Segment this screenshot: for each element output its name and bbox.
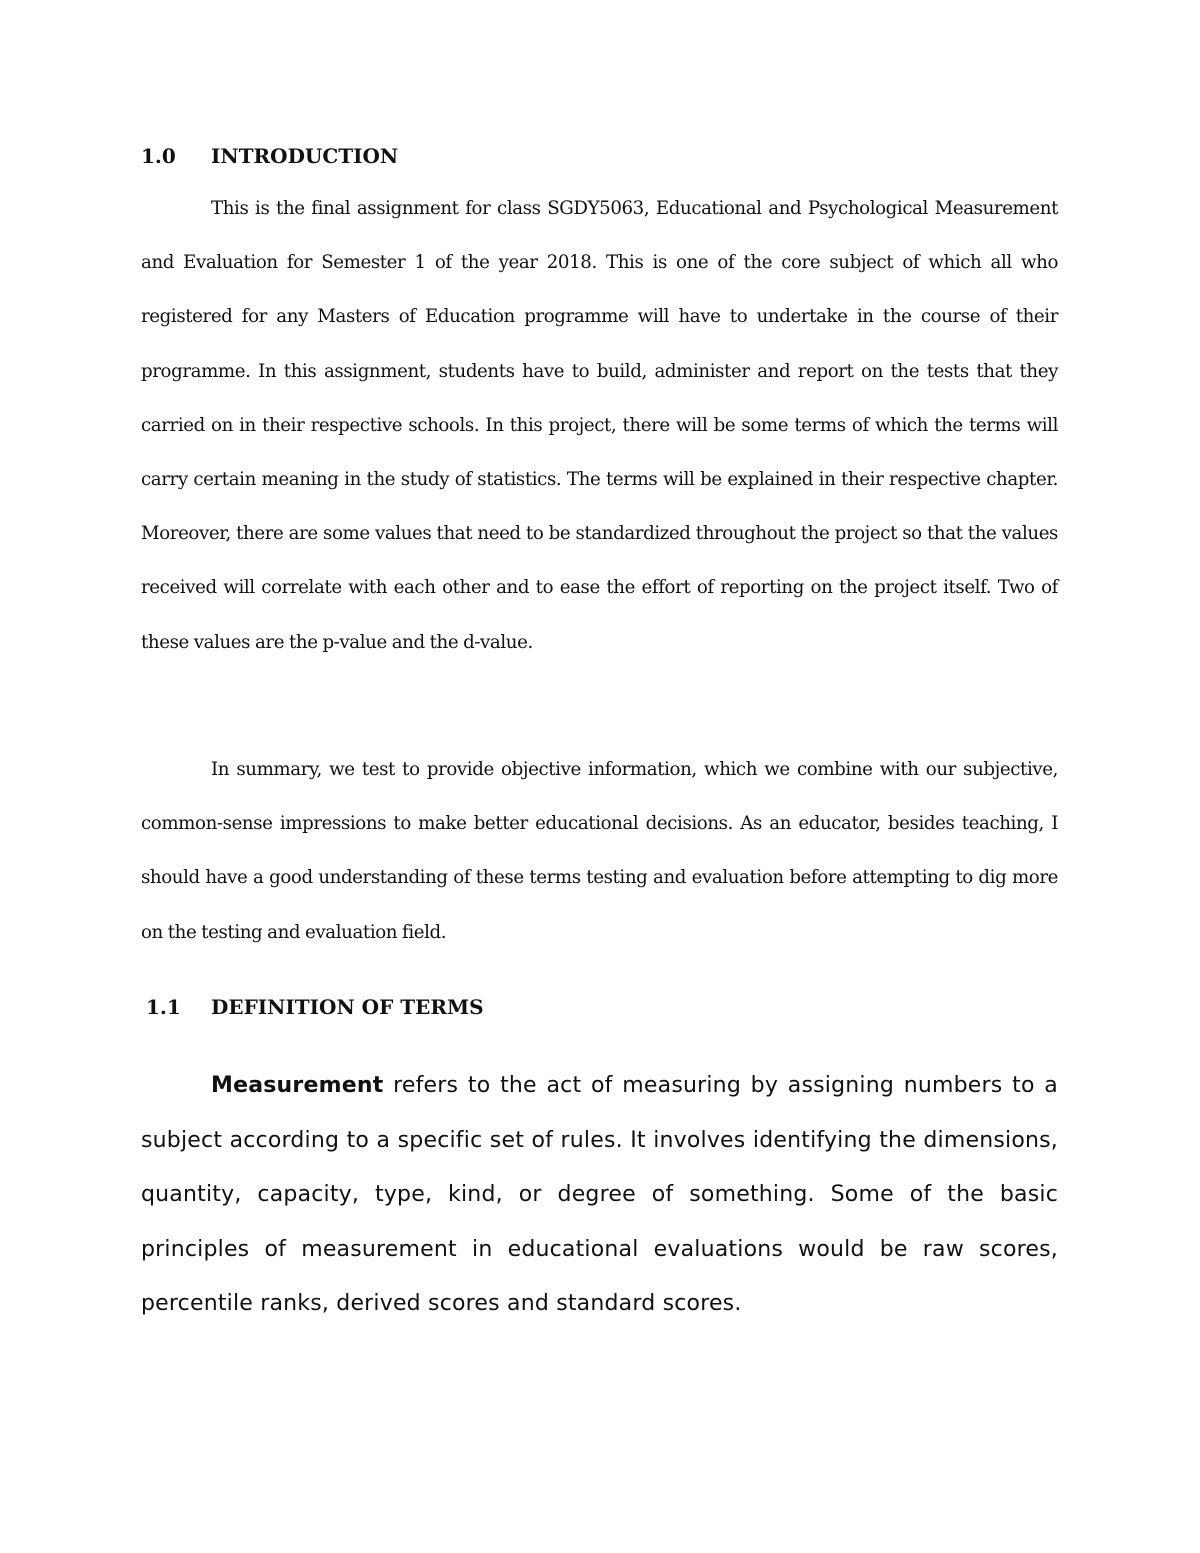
defined-term: Measurement (211, 1073, 384, 1098)
section-number: 1.0 (141, 144, 176, 168)
section-title: INTRODUCTION (211, 144, 399, 168)
intro-paragraph-2: In summary, we test to provide objective information, which we combine with our subjective, common-sense impressions to make better educational decisions. As an educator, besides teaching, I should have a good understanding of these terms testing and evaluation before attempting to dig more on the testing and evaluation field. (141, 759, 1058, 943)
definition-text: refers to the act of measuring by assigning numbers to a subject according to a specific set of rules. It involves identifying the dimensions, quantity, capacity, type, kind, or degree of something. Some of the basic principles of measurement in educational evaluations would be raw scores, percentile ranks, derived scores and standard scores. (141, 1073, 1058, 1317)
section-title: DEFINITION OF TERMS (211, 995, 484, 1019)
intro-paragraph-1: This is the final assignment for class SGDY5063, Educational and Psychological Measurement and Evaluation for Semester 1 of the year 2018. This is one of the core subject of which all who registered for any Masters of Education programme will have to undertake in the course of their programme. In this assignment, students have to build, administer and report on the tests that they carried on in their respective schools. In this project, there will be some terms of which the terms will carry certain meaning in the study of statistics. The terms will be explained in their respective chapter. Moreover, there are some values that need to be standardized throughout the project so that the values received will correlate with each other and to ease the effort of reporting on the project itself. Two of these values are the p-value and the d-value. (141, 198, 1058, 653)
section-number: 1.1 (146, 995, 181, 1019)
definition-paragraph-measurement (141, 1059, 1058, 1332)
